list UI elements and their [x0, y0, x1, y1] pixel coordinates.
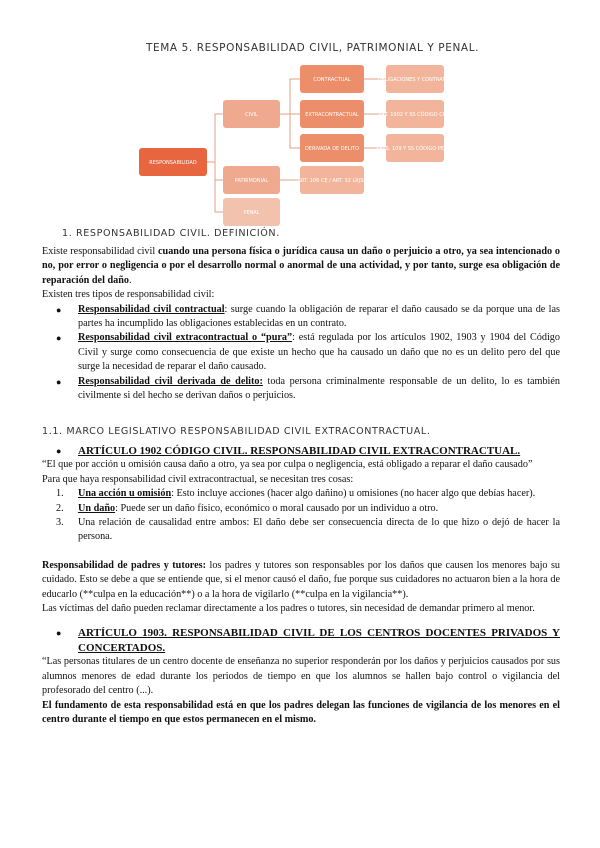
node-penal	[223, 198, 280, 226]
svg-text:PATRIMONIAL: PATRIMONIAL	[234, 178, 269, 184]
definition-paragraph: Existe responsabilidad civil cuando una persona física o jurídica causa un daño o perjuicio a otro, ya sea intencionado o no, por error o negligencia o por el desarrollo normal o anormal de una actividad, y por tanto, surge esa obligación de reparación del daño.	[42, 246, 561, 286]
list-item: 2. Un daño: Puede ser un daño físico, económico o moral causado por un individuo a otro.	[56, 502, 439, 514]
node-derivada	[300, 134, 364, 162]
node-extracontractual	[300, 100, 364, 128]
node-derivada-detail	[376, 134, 454, 162]
section-heading-1-1: 1.1. MARCO LEGISLATIVO RESPONSABILIDAD CIVIL EXTRACONTRACTUAL.	[42, 426, 431, 437]
svg-text:PENAL: PENAL	[243, 210, 260, 216]
section-1-1-body	[42, 444, 560, 727]
requirements-list	[42, 487, 560, 545]
list-item: ● Responsabilidad civil contractual: surge cuando la obligación de reparar el daño causado se da porque una de las partes ha incumplido las obligaciones establecidas en un contrato.	[56, 303, 560, 330]
node-contractual-detail	[378, 65, 453, 93]
node-root	[139, 148, 207, 176]
node-civil	[223, 100, 280, 128]
svg-text:DERIVADA DE DELITO: DERIVADA DE DELITO	[304, 146, 360, 152]
list-item: 1. Una acción u omisión: Esto incluye acciones (hacer algo dañino) u omisiones (no hacer algo que debías hacer).	[56, 488, 536, 500]
node-extra-detail	[378, 100, 452, 128]
parents-paragraph: Responsabilidad de padres y tutores: los padres y tutores son responsables por los daños que causen los menores bajo su cuidado. Esto se debe a que se entiende que, si el menor causó el daño, fue porque sus cuidadores no actuaron bien a la hora de educarlo (**culpa en la educación**) o a la hora de vigilarlo (**culpa en la vigilancia**).	[42, 559, 561, 600]
victims-paragraph: Las víctimas del daño pueden reclamar directamente a los padres o tutores, sin necesidad de demandar primero al menor.	[42, 603, 535, 615]
types-list	[42, 303, 560, 404]
requirements-intro: Para que haya responsabilidad civil extracontractual, se necesitan tres cosas:	[42, 473, 354, 485]
node-patrimonial-detail	[298, 166, 367, 194]
svg-text:RESPONSABILIDAD: RESPONSABILIDAD	[149, 160, 197, 166]
responsibility-diagram	[0, 0, 600, 235]
svg-text:CIVIL: CIVIL	[245, 112, 258, 118]
article-1903-heading: ● ARTÍCULO 1903. RESPONSABILIDAD CIVIL DE LOS CENTROS DOCENTES PRIVADOS Y CONCERTADOS.	[56, 627, 560, 654]
article-1902-quote: “El que por acción u omisión causa daño a otro, ya sea por culpa o negligencia, está obligado a reparar el daño causado”	[42, 459, 533, 471]
svg-text:ARTS. 109 Y SS CÓDIGO PENAL: ARTS. 109 Y SS CÓDIGO PENAL	[376, 146, 454, 152]
svg-text:EXTRACONTRACTUAL: EXTRACONTRACTUAL	[305, 112, 359, 118]
list-item: 3. Una relación de causalidad entre ambos: El daño debe ser consecuencia directa de lo que hizo o dejó de hacer la persona.	[56, 517, 560, 543]
page-title: TEMA 5. RESPONSABILIDAD CIVIL, PATRIMONIAL Y PENAL.	[146, 42, 480, 54]
section-1-body	[42, 245, 560, 403]
article-1902-heading: ● ARTÍCULO 1902 CÓDIGO CIVIL. RESPONSABILIDAD CIVIL EXTRACONTRACTUAL.	[56, 445, 521, 457]
svg-text:OBLIGACIONES Y CONTRATOS: OBLIGACIONES Y CONTRATOS	[377, 77, 453, 83]
svg-text:ART. 106 CE / ART. 32 LRJSP: ART. 106 CE / ART. 32 LRJSP	[297, 178, 367, 184]
section-heading-1: 1. RESPONSABILIDAD CIVIL. DEFINICIÓN.	[62, 228, 280, 239]
node-patrimonial	[223, 166, 280, 194]
list-item: ● Responsabilidad civil extracontractual o “pura”: está regulada por los artículos 1902, 1903 y 1904 del Código Civil y surge como consecuencia de que existe un hecho que ha causado un daño que no es un delito pero del que surge la necesidad de reparar el daño causado.	[56, 332, 560, 373]
svg-text:CONTRACTUAL: CONTRACTUAL	[313, 77, 351, 83]
types-intro: Existen tres tipos de responsabilidad civil:	[42, 289, 215, 301]
node-contractual	[300, 65, 364, 93]
article-1903-quote: “Las personas titulares de un centro docente de enseñanza no superior responderán por los daños y perjuicios causados por sus alumnos menores de edad durante los periodos de tiempo en que los alumnos se hallen bajo control o vigilancia del profesorado del centro (...).	[42, 656, 560, 697]
foundation-paragraph: El fundamento de esta responsabilidad está en que los padres delegan las funciones de vigilancia de los menores en el centro durante el tiempo en que estos permanecen en el mismo.	[42, 699, 560, 725]
list-item: ● Responsabilidad civil derivada de delito: toda persona criminalmente responsable de un delito, lo es también civilmente si del hecho se derivan daños o perjuicios.	[56, 375, 560, 402]
svg-text:ART. 1902 Y SS CÓDIGO CIVIL: ART. 1902 Y SS CÓDIGO CIVIL	[378, 112, 452, 118]
